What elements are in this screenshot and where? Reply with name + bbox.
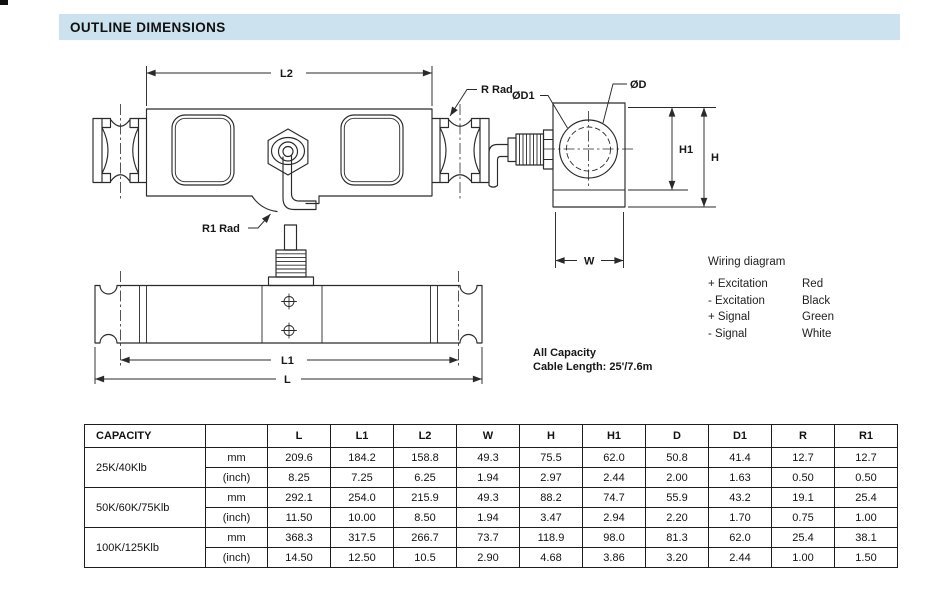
dimensions-table (84, 424, 898, 568)
column-header-d1: D1 (709, 425, 772, 448)
plan-view (95, 225, 482, 366)
column-header-l2: L2 (394, 425, 457, 448)
value-cell: 1.70 (709, 508, 772, 528)
capacity-note (533, 347, 652, 374)
dim-label-r-rad: R Rad (481, 84, 513, 96)
value-cell: 2.97 (520, 468, 583, 488)
table-header-row (85, 425, 898, 448)
page-title: OUTLINE DIMENSIONS (70, 19, 226, 35)
value-cell: 2.20 (646, 508, 709, 528)
dim-label-r1-rad: R1 Rad (202, 223, 240, 235)
unit-cell: (inch) (206, 508, 268, 528)
value-cell: 49.3 (457, 448, 520, 468)
value-cell: 11.50 (268, 508, 331, 528)
capacity-cell: 25K/40Klb (85, 448, 206, 488)
value-cell: 215.9 (394, 488, 457, 508)
dim-label-h: H (711, 152, 719, 164)
value-cell: 2.44 (709, 548, 772, 568)
section-header-bar (59, 14, 900, 40)
value-cell: 0.50 (772, 468, 835, 488)
wiring-terminal: + Signal (708, 311, 750, 323)
value-cell: 184.2 (331, 448, 394, 468)
table-row (85, 468, 898, 488)
outline-dimensions-drawing (0, 40, 928, 440)
wiring-title: Wiring diagram (708, 256, 786, 268)
value-cell: 292.1 (268, 488, 331, 508)
value-cell: 158.8 (394, 448, 457, 468)
value-cell: 10.5 (394, 548, 457, 568)
value-cell: 62.0 (709, 528, 772, 548)
wiring-color: Green (802, 311, 834, 323)
unit-cell: mm (206, 448, 268, 468)
unit-cell: (inch) (206, 548, 268, 568)
dim-label-l1: L1 (281, 355, 294, 367)
table-row (85, 548, 898, 568)
dim-l1 (121, 355, 459, 367)
value-cell: 12.7 (835, 448, 898, 468)
wiring-row (708, 276, 834, 293)
dim-label-od: ØD (630, 79, 647, 91)
value-cell: 50.8 (646, 448, 709, 468)
value-cell: 1.94 (457, 468, 520, 488)
page-corner-mark (0, 0, 8, 5)
value-cell: 55.9 (646, 488, 709, 508)
value-cell: 368.3 (268, 528, 331, 548)
value-cell: 3.20 (646, 548, 709, 568)
column-header-h1: H1 (583, 425, 646, 448)
column-header-h: H (520, 425, 583, 448)
value-cell: 1.63 (709, 468, 772, 488)
value-cell: 254.0 (331, 488, 394, 508)
value-cell: 25.4 (835, 488, 898, 508)
dim-l2 (147, 66, 433, 106)
unit-cell: mm (206, 488, 268, 508)
wiring-terminal: + Excitation (708, 278, 768, 290)
value-cell: 25.4 (772, 528, 835, 548)
table-row (85, 528, 898, 548)
dim-w (556, 212, 624, 268)
dim-label-l: L (284, 374, 291, 386)
dim-label-h1: H1 (679, 144, 694, 156)
wiring-color: White (802, 327, 832, 340)
leader-od1 (512, 90, 568, 128)
capacity-cell: 50K/60K/75Klb (85, 488, 206, 528)
value-cell: 1.00 (772, 548, 835, 568)
unit-cell: mm (206, 528, 268, 548)
value-cell: 266.7 (394, 528, 457, 548)
column-header-unit (206, 425, 268, 448)
wiring-terminal: - Signal (708, 327, 747, 340)
value-cell: 49.3 (457, 488, 520, 508)
dim-label-w: W (584, 255, 595, 268)
value-cell: 62.0 (583, 448, 646, 468)
wiring-color: Red (802, 278, 824, 290)
column-header-d: D (646, 425, 709, 448)
value-cell: 43.2 (709, 488, 772, 508)
value-cell: 12.50 (331, 548, 394, 568)
capacity-cell: 100K/125Klb (85, 528, 206, 568)
value-cell: 3.86 (583, 548, 646, 568)
value-cell: 7.25 (331, 468, 394, 488)
value-cell: 8.25 (268, 468, 331, 488)
table-row (85, 448, 898, 468)
value-cell: 88.2 (520, 488, 583, 508)
leader-r1-rad (202, 214, 271, 235)
capacity-note-line2: Cable Length: 25'/7.6m (533, 360, 653, 373)
wiring-row (708, 309, 834, 326)
value-cell: 75.5 (520, 448, 583, 468)
value-cell: 1.94 (457, 508, 520, 528)
value-cell: 41.4 (709, 448, 772, 468)
wiring-color: Black (802, 294, 831, 307)
value-cell: 4.68 (520, 548, 583, 568)
value-cell: 0.50 (835, 468, 898, 488)
value-cell: 1.50 (835, 548, 898, 568)
value-cell: 10.00 (331, 508, 394, 528)
wiring-diagram-note (708, 255, 834, 342)
value-cell: 2.90 (457, 548, 520, 568)
value-cell: 3.47 (520, 508, 583, 528)
dim-label-od1: ØD1 (512, 90, 535, 102)
value-cell: 73.7 (457, 528, 520, 548)
dim-table-body (85, 448, 898, 568)
value-cell: 12.7 (772, 448, 835, 468)
dim-h (628, 108, 719, 208)
column-header-l: L (268, 425, 331, 448)
column-header-w: W (457, 425, 520, 448)
value-cell: 209.6 (268, 448, 331, 468)
unit-cell: (inch) (206, 468, 268, 488)
end-view (489, 103, 633, 207)
value-cell: 8.50 (394, 508, 457, 528)
table-row (85, 508, 898, 528)
dim-h1 (628, 108, 716, 191)
dim-label-l2: L2 (280, 68, 293, 80)
value-cell: 74.7 (583, 488, 646, 508)
side-view (93, 104, 489, 212)
value-cell: 6.25 (394, 468, 457, 488)
value-cell: 0.75 (772, 508, 835, 528)
table-row (85, 488, 898, 508)
column-header-l1: L1 (331, 425, 394, 448)
value-cell: 2.94 (583, 508, 646, 528)
value-cell: 2.00 (646, 468, 709, 488)
value-cell: 1.00 (835, 508, 898, 528)
value-cell: 98.0 (583, 528, 646, 548)
column-header-r: R (772, 425, 835, 448)
value-cell: 118.9 (520, 528, 583, 548)
value-cell: 81.3 (646, 528, 709, 548)
wiring-row (708, 293, 834, 310)
column-header-capacity: CAPACITY (85, 425, 206, 448)
value-cell: 2.44 (583, 468, 646, 488)
wiring-terminal: - Excitation (708, 294, 765, 307)
value-cell: 14.50 (268, 548, 331, 568)
value-cell: 317.5 (331, 528, 394, 548)
wiring-row (708, 326, 834, 343)
column-header-r1: R1 (835, 425, 898, 448)
leader-r-rad (450, 84, 513, 116)
capacity-note-line1: All Capacity (533, 347, 596, 359)
value-cell: 19.1 (772, 488, 835, 508)
value-cell: 38.1 (835, 528, 898, 548)
